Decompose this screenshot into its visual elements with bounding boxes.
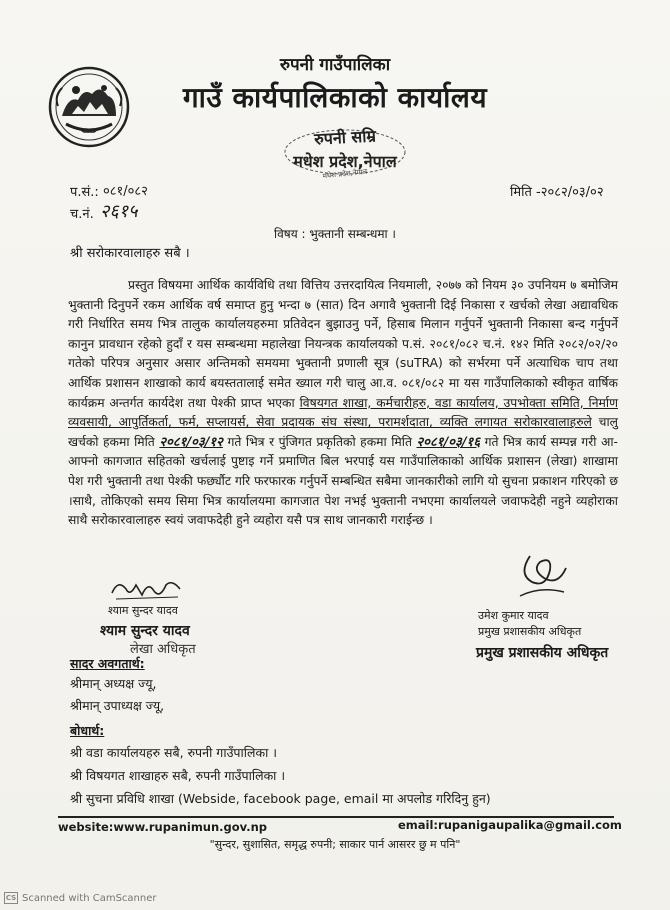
signatory-right-stamp-title: प्रमुख प्रशासकीय अधिकृत — [476, 645, 609, 661]
stamp-line-1: रुपनी सम्रि — [313, 126, 377, 149]
signature-left-icon — [108, 575, 188, 603]
scanner-label: Scanned with CamScanner — [22, 892, 157, 904]
notice-item: श्री विषयगत शाखाहरु सबै, रुपनी गाउँपालिका । — [70, 768, 286, 783]
body-text-intro: प्रस्तुत विषयमा आर्थिक कार्यविधि तथा वित्तिय उत्तरदायित्व नियमाली, २०७७ को नियम ३० उपनियम ७ बमोजिम भुक्तानी दिनुपर्ने रकम आर्थिक वर्ष समाप्त हुनु भन्दा ७ (सात) दिन अगावै भुक्तानी दिई निकासा र खर्चको लेखा अद्यावधिक गरी निर्धारित समय भित्र तालुक कार्यालयहरुमा प्रतिवेदन बुझाउनु पर्ने, हिसाब मिलान गर्नुपर्ने भुक्तानी निकासा बन्द गर्नुपर्ने कानुन प्रावधान रहेको हुदाँ र यस सम्बन्धमा महालेखा नियन्त्रक कार्यालयको प.सं. २०८१/०८२ च.नं. १४२ मिति २०८२/०२/२० गतेको परिपत्र अनुसार असार अन्तिमको समयमा भुक्तानी प्रणाली सूत्र (suTRA) को सर्भरमा पर्ने अत्याधिक चाप तथा आर्थिक प्रशासन शाखाको कार्य बयस्ततालाई समेत ख्याल गरी चालु आ.व. ०८१/०८२ मा यस गाउँपालिकाको स्वीकृत वार्षिक कार्यक्रम अन्तर्गत कार्यदेश तथा पेश्की प्राप्त भएका — [68, 278, 618, 410]
signatory-left-stamp-name: श्याम सुन्दर यादव — [100, 623, 190, 639]
body-paragraph — [68, 276, 618, 531]
footer-website: website:www.rupanimun.gov.np — [58, 820, 268, 834]
body-text-current: चालु खर्चको हकमा मिति — [68, 415, 618, 449]
deadline-date-capital: २०८१/०३/१६ — [416, 434, 481, 450]
camscanner-logo-icon: CS — [5, 894, 17, 902]
scanner-watermark — [4, 892, 157, 904]
signatory-right-name: उमेश कुमार यादव — [478, 609, 549, 622]
signatory-left-name: श्याम सुन्दर यादव — [108, 604, 178, 617]
footer-motto: "सुन्दर, सुशासित, समृद्ध रुपनी; साकार पार्न आसरर छु म पनि" — [209, 838, 461, 851]
footer-email: email:rupanigaupalika@gmail.com — [398, 818, 622, 832]
notice-heading: बोधार्थ: — [70, 723, 105, 738]
signatory-left-stamp-title: लेखा अधिकृत — [130, 642, 196, 657]
deadline-date-current: २०८१/०३/१२ — [159, 434, 223, 450]
stamp-line-3: मधेश प्रदेश,नेपाल — [322, 167, 368, 181]
body-text-closing: गते भित्र कार्य सम्पन्न गरी आ-आफ्नो कागजात सहितको खर्चलाई पुष्टाइ गर्ने प्रमाणित बिल भरपाई यस गाउँपालिकाको आर्थिक प्रशासन (लेखा) शाखामा पेश गरी भुक्तानी तथा पेश्की फर्छ्यौट गरि फरफारक गर्नुपर्ने सम्बन्धित सबैमा जानकारीको लागि यो सुचना प्रकाशन गरिएको छ ।साथै, तोकिएको समय सिमा भित्र कार्यालयमा कागजात पेश नभई भुक्तानी नभएमा कार्यालयले जवाफदेही नहुने व्यहोराका साथै सरोकारवालाहरु स्वयं जवाफदेही हुने व्यहोरा यसै पत्र साथ जानकारी गराईन्छ । — [68, 434, 618, 528]
signatory-right-title: प्रमुख प्रशासकीय अधिकृत — [478, 625, 582, 638]
municipality-name: रुपनी गाउँपालिका — [279, 55, 391, 75]
body-text-capital: गते भित्र र पुंजिगत प्रकृतिको हकमा मिति — [227, 434, 412, 449]
dispatch-label: च.नं. — [70, 207, 94, 222]
addressee: श्री सरोकारवालाहरु सबै । — [70, 246, 190, 261]
body-text-stakeholders: विषयगत शाखा, कर्मचारीहरु, वडा कार्यालय, उपभोक्ता समिति, निर्माण व्यवसायी, आपुर्तिकर्ता, फर्म, सप्लायर्स, सेवा प्रदायक संघ संस्था, परामर्शदाता, व्यक्ति लगायत सरोकारवालाहरुले — [68, 395, 618, 430]
stamp-line-2: मधेश प्रदेश,नेपाल — [293, 152, 397, 171]
subject-line: विषय : भुक्तानी सम्बन्धमा । — [274, 227, 396, 241]
notice-item: श्री सुचना प्रविधि शाखा (Webside, facebook page, email मा अपलोड गरिदिनु हुन) — [70, 791, 491, 806]
letter-date: मिति -२०८२/०३/०२ — [510, 185, 604, 200]
letter-body — [68, 276, 618, 531]
notice-item: श्री वडा कार्यालयहरु सबै, रुपनी गाउँपालिका । — [70, 745, 278, 760]
cc-item: श्रीमान् उपाध्यक्ष ज्यू, — [70, 698, 165, 713]
cc-heading: सादर अवगतार्थ: — [70, 656, 145, 671]
signature-right-icon — [510, 548, 580, 608]
cc-item: श्रीमान् अध्यक्ष ज्यू, — [70, 676, 157, 691]
reference-number: ०८१/०८२ — [103, 184, 148, 199]
reference-label: प.सं.: — [70, 185, 99, 200]
dispatch-number: २६१५ — [100, 201, 138, 222]
office-title: गाउँ कार्यपालिकाको कार्यालय — [182, 81, 488, 114]
